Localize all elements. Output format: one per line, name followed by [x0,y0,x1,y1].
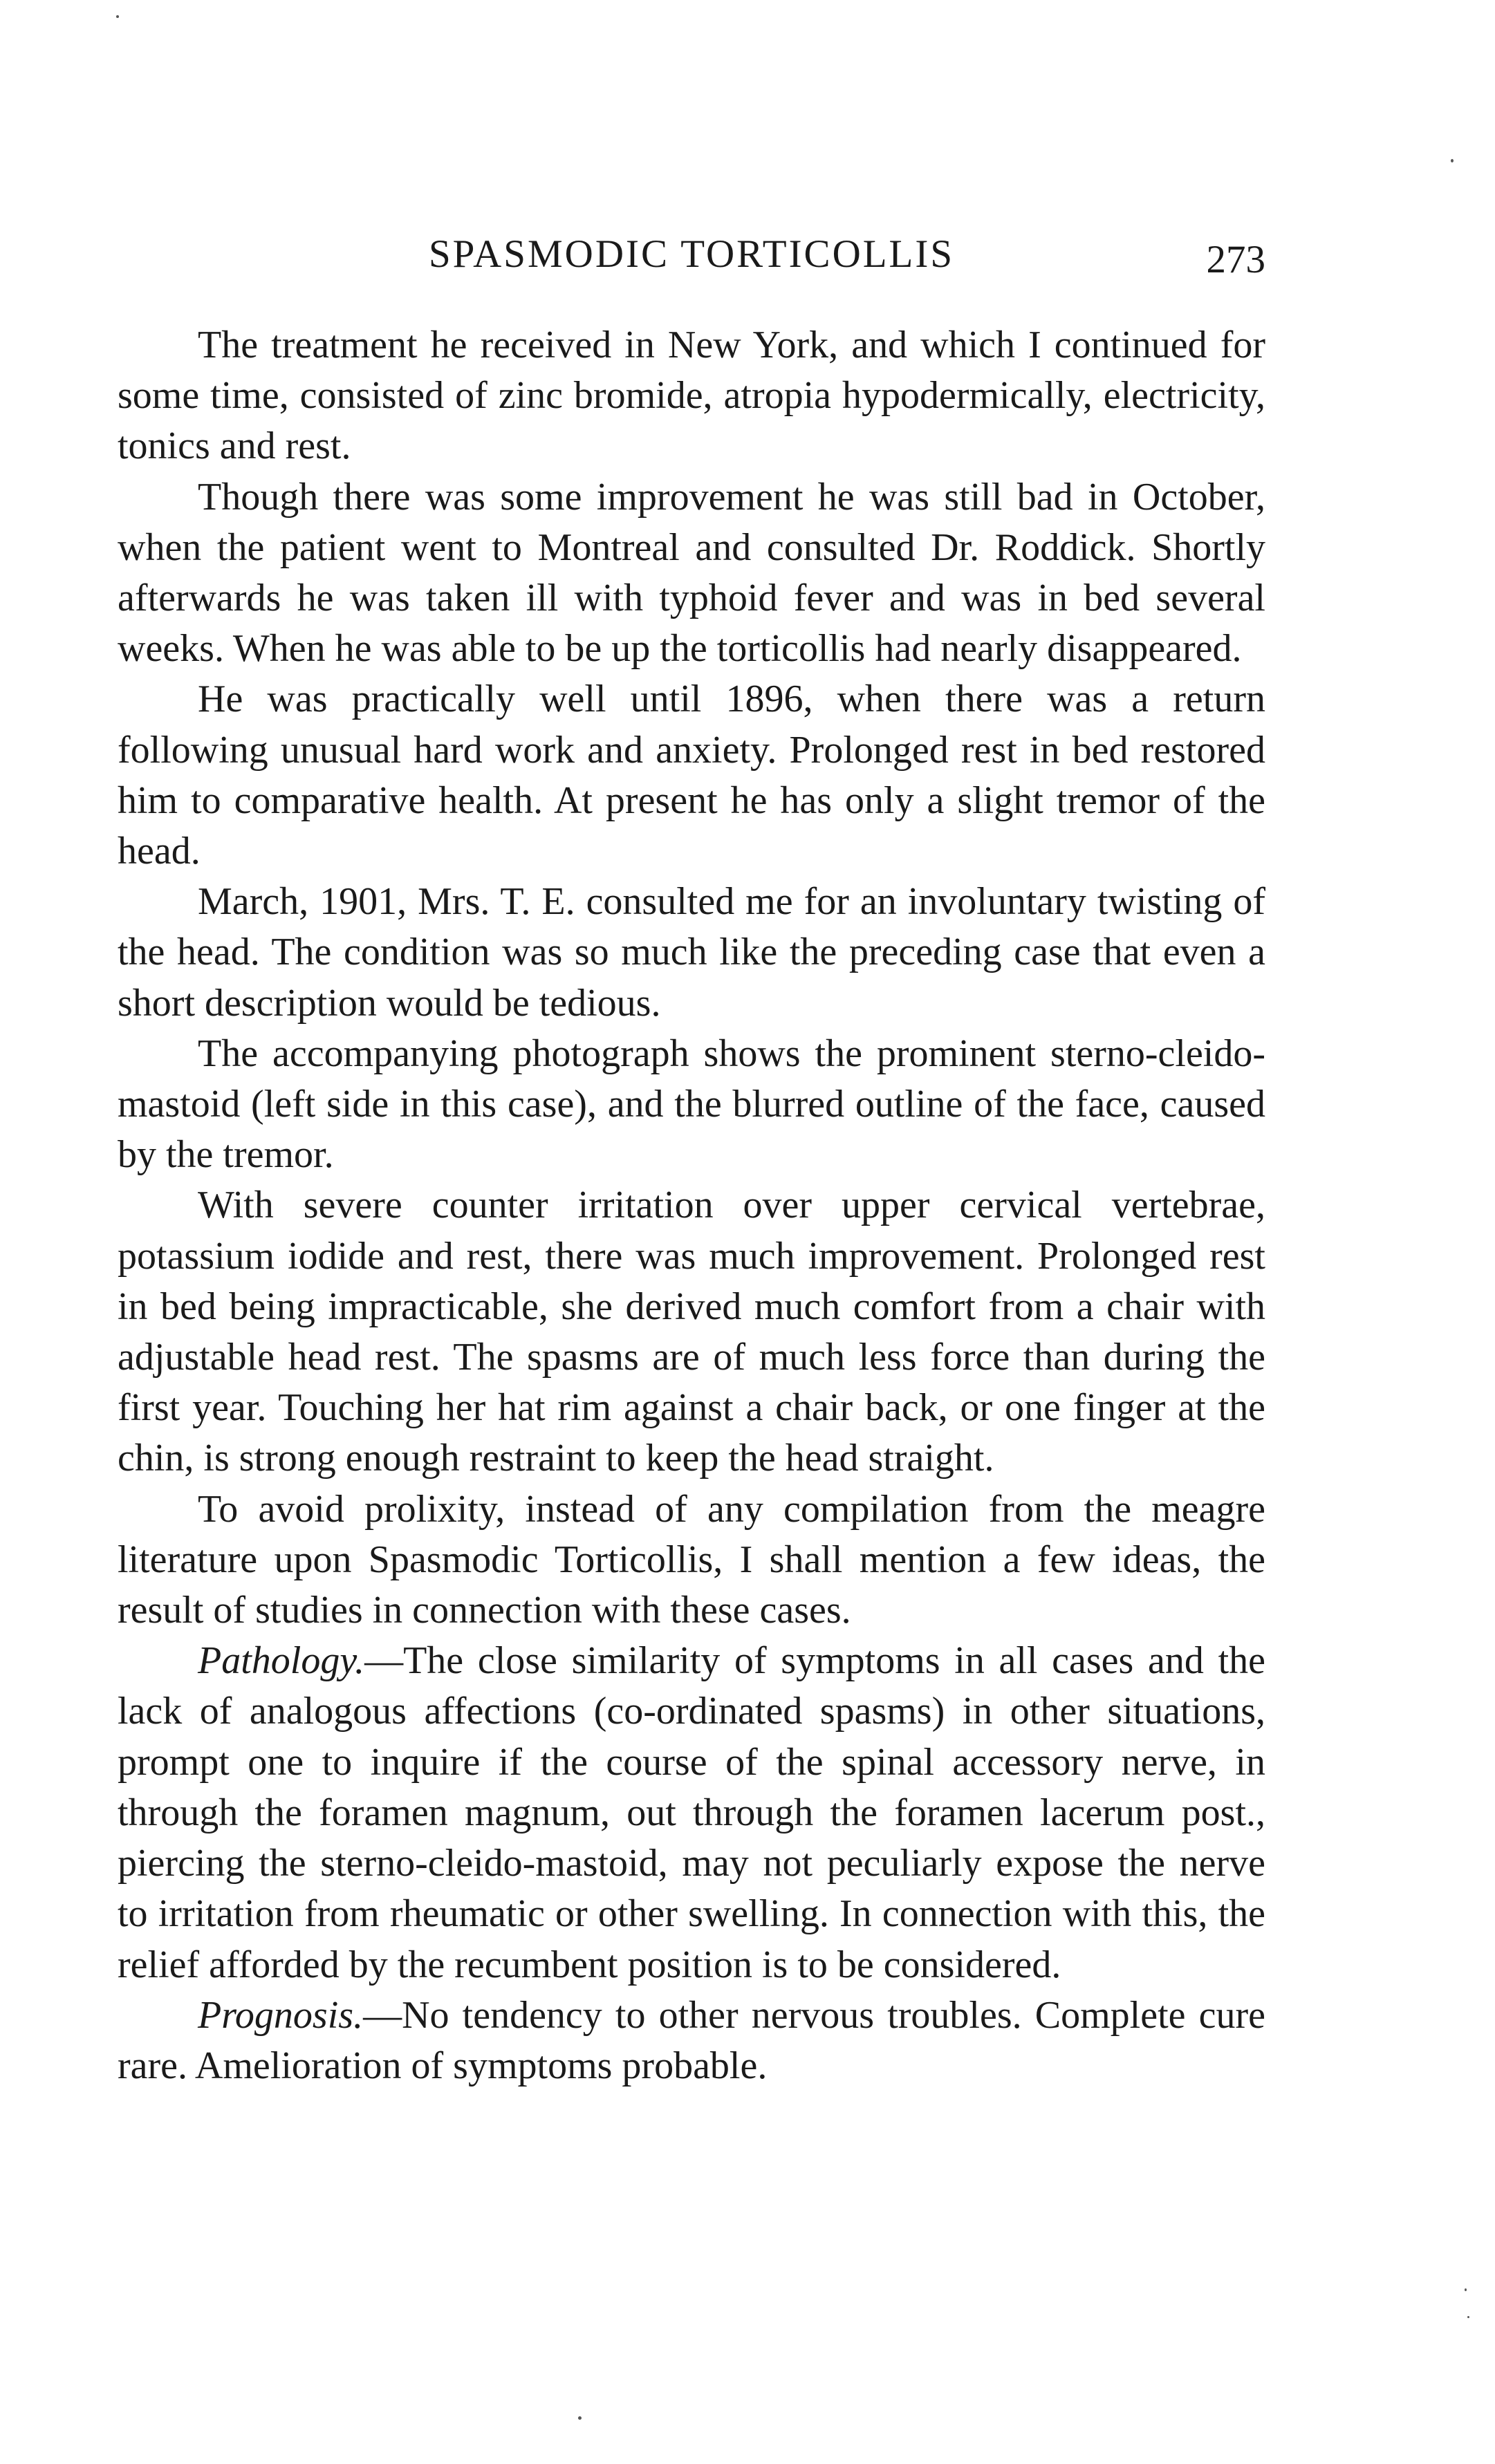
paragraph-second-case [118,877,1265,1029]
paragraph-prognosis [118,1990,1265,2091]
paragraph-prolixity [118,1484,1265,1636]
paragraph-treatment [118,320,1265,472]
scan-speck [1465,2288,1467,2291]
paragraph-pathology [118,1636,1265,1990]
running-title: SPASMODIC TORTICOLLIS [428,232,955,276]
paragraph-text: With severe counter irritation over upper cervical vertebrae, potassium iodide and rest, there was much improvement. Prolonged rest in bed being impracticable, she derived much comfort from a chair with adjustable head rest. The spasms are of much less force than during the first year. Touching her hat rim against a chair back, or one finger at the chin, is strong enough restraint to keep the head straight. [118,1184,1265,1480]
paragraph-text: —No tendency to other nervous troubles. Complete cure rare. Amelioration of symptoms probable. [118,1993,1265,2087]
page-number: 273 [1206,238,1265,281]
paragraph-text: The accompanying photograph shows the prominent sterno-cleido-mastoid (left side in this case), and the blurred outline of the face, caused by the tremor. [118,1032,1265,1177]
scan-speck [578,2416,582,2420]
scan-speck [1451,159,1454,162]
paragraph-photograph [118,1029,1265,1181]
section-lead-prognosis: Prognosis. [198,1993,364,2037]
paragraph-text: The treatment he received in New York, and which I continued for some time, consisted of zinc bromide, atropia hypodermically, electricity, tonics and rest. [118,324,1265,468]
paragraph-text: He was practically well until 1896, when there was a return following unusual hard work and anxiety. Prolonged rest in bed restored him to comparative health. At present he has only a slight tremor of the head. [118,678,1265,873]
paragraph-counter-irritation [118,1180,1265,1484]
paragraph-text: To avoid prolixity, instead of any compilation from the meagre literature upon Spasmodic Torticollis, I shall mention a few ideas, the result of studies in connection with these cases. [118,1487,1265,1632]
paragraph-return [118,674,1265,877]
paragraph-text: March, 1901, Mrs. T. E. consulted me for an involuntary twisting of the head. The condition was so much like the preceding case that even a short description would be tedious. [118,880,1265,1025]
page-header [118,227,1265,282]
paragraph-improvement [118,472,1265,675]
body-text [118,320,1265,2091]
scan-speck [116,15,119,18]
paragraph-text: —The close similarity of symptoms in all cases and the lack of analogous affections (co-ordinated spasms) in other situations, prompt one to inquire if the course of the spinal accessory nerve, in through the foramen magnum, out through the foramen lacerum post., piercing the sterno-cleido-mastoid, may not peculiarly expose the nerve to irritation from rheumatic or other swelling. In connection with this, the relief afforded by the recumbent position is to be considered. [118,1639,1265,1986]
section-lead-pathology: Pathology. [198,1639,365,1683]
paragraph-text: Though there was some improvement he was still bad in October, when the patient went to Montreal and consulted Dr. Roddick. Shortly afterwards he was taken ill with typhoid fever and was in bed several weeks. When he was able to be up the torticollis had nearly disappeared. [118,475,1265,671]
scan-speck [1467,2316,1469,2318]
